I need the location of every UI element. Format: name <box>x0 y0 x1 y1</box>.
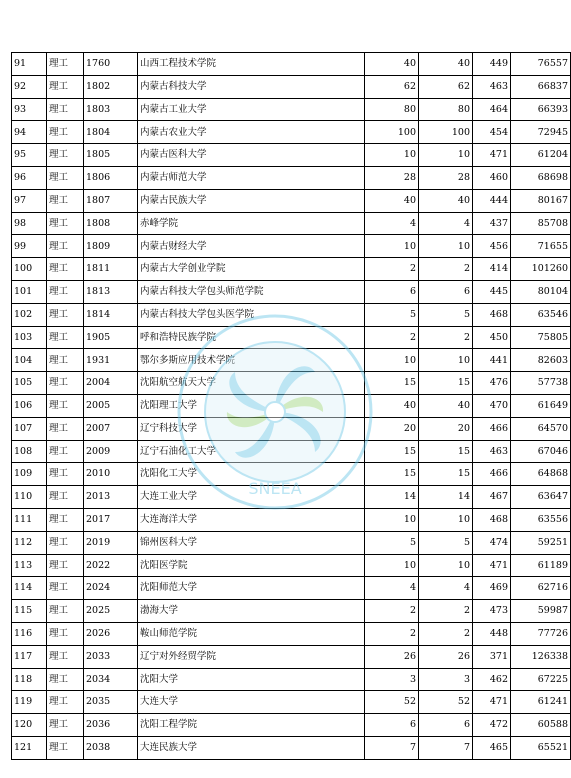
cell-min-rank: 75805 <box>511 326 571 349</box>
cell-min-rank: 63556 <box>511 508 571 531</box>
cell-school-code: 2010 <box>84 463 138 486</box>
cell-school-name: 山西工程技术学院 <box>138 53 365 76</box>
cell-min-score: 471 <box>473 691 511 714</box>
cell-school-name: 沈阳航空航天大学 <box>138 372 365 395</box>
cell-admit-count: 4 <box>419 577 473 600</box>
cell-school-name: 内蒙古财经大学 <box>138 235 365 258</box>
cell-plan-count: 4 <box>365 212 419 235</box>
cell-subject-type: 理工 <box>47 166 84 189</box>
cell-plan-count: 80 <box>365 98 419 121</box>
cell-subject-type: 理工 <box>47 144 84 167</box>
cell-school-name: 鞍山师范学院 <box>138 622 365 645</box>
cell-min-score: 414 <box>473 258 511 281</box>
cell-school-code: 1809 <box>84 235 138 258</box>
cell-plan-count: 40 <box>365 189 419 212</box>
cell-school-code: 1811 <box>84 258 138 281</box>
table-row <box>12 394 571 417</box>
cell-min-score: 460 <box>473 166 511 189</box>
cell-admit-count: 52 <box>419 691 473 714</box>
cell-school-name: 沈阳理工大学 <box>138 394 365 417</box>
cell-row-index: 121 <box>12 736 47 759</box>
cell-min-rank: 126338 <box>511 645 571 668</box>
cell-admit-count: 4 <box>419 212 473 235</box>
cell-plan-count: 52 <box>365 691 419 714</box>
cell-plan-count: 40 <box>365 53 419 76</box>
cell-plan-count: 2 <box>365 326 419 349</box>
cell-admit-count: 15 <box>419 372 473 395</box>
cell-plan-count: 5 <box>365 531 419 554</box>
cell-subject-type: 理工 <box>47 235 84 258</box>
cell-min-rank: 61649 <box>511 394 571 417</box>
cell-admit-count: 2 <box>419 258 473 281</box>
table-row <box>12 531 571 554</box>
cell-subject-type: 理工 <box>47 508 84 531</box>
cell-school-name: 大连工业大学 <box>138 486 365 509</box>
cell-school-name: 大连海洋大学 <box>138 508 365 531</box>
cell-plan-count: 2 <box>365 622 419 645</box>
table-row <box>12 508 571 531</box>
cell-row-index: 113 <box>12 554 47 577</box>
cell-school-name: 渤海大学 <box>138 600 365 623</box>
cell-row-index: 108 <box>12 440 47 463</box>
cell-admit-count: 2 <box>419 326 473 349</box>
cell-min-score: 437 <box>473 212 511 235</box>
table-row <box>12 303 571 326</box>
cell-school-code: 1813 <box>84 280 138 303</box>
cell-min-score: 471 <box>473 144 511 167</box>
table-row <box>12 417 571 440</box>
cell-subject-type: 理工 <box>47 121 84 144</box>
cell-subject-type: 理工 <box>47 417 84 440</box>
cell-school-code: 2024 <box>84 577 138 600</box>
cell-subject-type: 理工 <box>47 645 84 668</box>
cell-min-rank: 65521 <box>511 736 571 759</box>
cell-plan-count: 14 <box>365 486 419 509</box>
cell-school-code: 1802 <box>84 75 138 98</box>
cell-plan-count: 15 <box>365 440 419 463</box>
cell-admit-count: 10 <box>419 554 473 577</box>
table-row <box>12 189 571 212</box>
cell-subject-type: 理工 <box>47 258 84 281</box>
cell-admit-count: 10 <box>419 235 473 258</box>
cell-min-rank: 77726 <box>511 622 571 645</box>
table-row <box>12 349 571 372</box>
cell-min-rank: 72945 <box>511 121 571 144</box>
cell-admit-count: 10 <box>419 144 473 167</box>
cell-subject-type: 理工 <box>47 349 84 372</box>
cell-subject-type: 理工 <box>47 189 84 212</box>
cell-admit-count: 15 <box>419 440 473 463</box>
cell-school-name: 内蒙古民族大学 <box>138 189 365 212</box>
cell-school-code: 2019 <box>84 531 138 554</box>
cell-school-name: 锦州医科大学 <box>138 531 365 554</box>
cell-min-score: 469 <box>473 577 511 600</box>
cell-row-index: 114 <box>12 577 47 600</box>
cell-subject-type: 理工 <box>47 303 84 326</box>
table-row <box>12 98 571 121</box>
cell-row-index: 92 <box>12 75 47 98</box>
cell-min-rank: 66393 <box>511 98 571 121</box>
cell-plan-count: 3 <box>365 668 419 691</box>
cell-plan-count: 6 <box>365 280 419 303</box>
cell-school-code: 2038 <box>84 736 138 759</box>
cell-plan-count: 10 <box>365 235 419 258</box>
cell-school-code: 1805 <box>84 144 138 167</box>
cell-admit-count: 2 <box>419 600 473 623</box>
cell-school-name: 内蒙古科技大学 <box>138 75 365 98</box>
cell-admit-count: 6 <box>419 714 473 737</box>
cell-min-score: 450 <box>473 326 511 349</box>
cell-school-name: 内蒙古科技大学包头医学院 <box>138 303 365 326</box>
cell-plan-count: 10 <box>365 554 419 577</box>
table-row <box>12 554 571 577</box>
cell-school-code: 2033 <box>84 645 138 668</box>
cell-school-code: 2022 <box>84 554 138 577</box>
cell-school-code: 2004 <box>84 372 138 395</box>
cell-min-score: 468 <box>473 508 511 531</box>
cell-min-rank: 64868 <box>511 463 571 486</box>
cell-school-code: 2035 <box>84 691 138 714</box>
cell-plan-count: 7 <box>365 736 419 759</box>
admissions-table <box>11 52 571 760</box>
cell-row-index: 100 <box>12 258 47 281</box>
cell-admit-count: 14 <box>419 486 473 509</box>
cell-min-rank: 76557 <box>511 53 571 76</box>
cell-min-score: 441 <box>473 349 511 372</box>
cell-min-rank: 57738 <box>511 372 571 395</box>
table-row <box>12 645 571 668</box>
cell-school-name: 辽宁石油化工大学 <box>138 440 365 463</box>
table-row <box>12 121 571 144</box>
cell-min-score: 476 <box>473 372 511 395</box>
cell-admit-count: 10 <box>419 349 473 372</box>
cell-school-name: 呼和浩特民族学院 <box>138 326 365 349</box>
cell-min-rank: 59987 <box>511 600 571 623</box>
cell-school-name: 沈阳师范大学 <box>138 577 365 600</box>
cell-min-score: 371 <box>473 645 511 668</box>
table-row <box>12 668 571 691</box>
cell-min-rank: 71655 <box>511 235 571 258</box>
cell-plan-count: 40 <box>365 394 419 417</box>
cell-plan-count: 10 <box>365 349 419 372</box>
cell-subject-type: 理工 <box>47 622 84 645</box>
cell-subject-type: 理工 <box>47 75 84 98</box>
cell-row-index: 101 <box>12 280 47 303</box>
cell-school-code: 1804 <box>84 121 138 144</box>
table-row <box>12 691 571 714</box>
cell-admit-count: 5 <box>419 531 473 554</box>
cell-school-code: 2026 <box>84 622 138 645</box>
table-row <box>12 326 571 349</box>
cell-plan-count: 6 <box>365 714 419 737</box>
cell-row-index: 119 <box>12 691 47 714</box>
cell-row-index: 107 <box>12 417 47 440</box>
table-row <box>12 714 571 737</box>
cell-min-score: 470 <box>473 394 511 417</box>
cell-subject-type: 理工 <box>47 326 84 349</box>
table-row <box>12 235 571 258</box>
table-row <box>12 440 571 463</box>
table-row <box>12 622 571 645</box>
cell-admit-count: 40 <box>419 189 473 212</box>
cell-row-index: 103 <box>12 326 47 349</box>
cell-school-name: 内蒙古农业大学 <box>138 121 365 144</box>
table-row <box>12 486 571 509</box>
cell-min-rank: 80104 <box>511 280 571 303</box>
table-row <box>12 600 571 623</box>
table-row <box>12 463 571 486</box>
cell-school-code: 2036 <box>84 714 138 737</box>
table-row <box>12 280 571 303</box>
cell-admit-count: 20 <box>419 417 473 440</box>
cell-subject-type: 理工 <box>47 372 84 395</box>
cell-plan-count: 28 <box>365 166 419 189</box>
cell-min-rank: 61189 <box>511 554 571 577</box>
cell-min-score: 466 <box>473 463 511 486</box>
cell-admit-count: 40 <box>419 53 473 76</box>
cell-school-code: 1803 <box>84 98 138 121</box>
cell-row-index: 104 <box>12 349 47 372</box>
cell-school-name: 大连民族大学 <box>138 736 365 759</box>
cell-admit-count: 80 <box>419 98 473 121</box>
cell-row-index: 99 <box>12 235 47 258</box>
cell-admit-count: 2 <box>419 622 473 645</box>
table-row <box>12 736 571 759</box>
cell-subject-type: 理工 <box>47 577 84 600</box>
cell-school-name: 鄂尔多斯应用技术学院 <box>138 349 365 372</box>
cell-min-score: 468 <box>473 303 511 326</box>
cell-school-code: 1931 <box>84 349 138 372</box>
cell-min-rank: 61241 <box>511 691 571 714</box>
cell-admit-count: 5 <box>419 303 473 326</box>
cell-min-score: 463 <box>473 440 511 463</box>
cell-admit-count: 10 <box>419 508 473 531</box>
cell-subject-type: 理工 <box>47 53 84 76</box>
cell-admit-count: 3 <box>419 668 473 691</box>
cell-school-code: 1806 <box>84 166 138 189</box>
cell-admit-count: 26 <box>419 645 473 668</box>
cell-row-index: 97 <box>12 189 47 212</box>
cell-min-rank: 85708 <box>511 212 571 235</box>
cell-school-code: 1808 <box>84 212 138 235</box>
cell-school-code: 1905 <box>84 326 138 349</box>
cell-school-code: 1814 <box>84 303 138 326</box>
cell-school-code: 2005 <box>84 394 138 417</box>
cell-min-score: 465 <box>473 736 511 759</box>
cell-admit-count: 62 <box>419 75 473 98</box>
cell-school-name: 沈阳化工大学 <box>138 463 365 486</box>
table-row <box>12 212 571 235</box>
watermark-text: SNEEA <box>248 479 302 498</box>
cell-min-score: 462 <box>473 668 511 691</box>
cell-row-index: 110 <box>12 486 47 509</box>
cell-plan-count: 10 <box>365 508 419 531</box>
cell-min-rank: 67046 <box>511 440 571 463</box>
cell-min-rank: 66837 <box>511 75 571 98</box>
cell-school-code: 1807 <box>84 189 138 212</box>
cell-row-index: 94 <box>12 121 47 144</box>
cell-school-name: 沈阳医学院 <box>138 554 365 577</box>
cell-row-index: 112 <box>12 531 47 554</box>
cell-min-score: 454 <box>473 121 511 144</box>
cell-admit-count: 7 <box>419 736 473 759</box>
cell-row-index: 111 <box>12 508 47 531</box>
cell-min-score: 456 <box>473 235 511 258</box>
cell-row-index: 117 <box>12 645 47 668</box>
cell-school-name: 内蒙古工业大学 <box>138 98 365 121</box>
cell-school-name: 内蒙古大学创业学院 <box>138 258 365 281</box>
cell-min-rank: 64570 <box>511 417 571 440</box>
cell-school-code: 2025 <box>84 600 138 623</box>
cell-admit-count: 15 <box>419 463 473 486</box>
cell-min-score: 448 <box>473 622 511 645</box>
cell-row-index: 95 <box>12 144 47 167</box>
cell-admit-count: 28 <box>419 166 473 189</box>
cell-min-score: 473 <box>473 600 511 623</box>
cell-subject-type: 理工 <box>47 668 84 691</box>
cell-min-score: 467 <box>473 486 511 509</box>
cell-row-index: 102 <box>12 303 47 326</box>
cell-min-score: 464 <box>473 98 511 121</box>
cell-subject-type: 理工 <box>47 486 84 509</box>
cell-subject-type: 理工 <box>47 394 84 417</box>
cell-min-score: 472 <box>473 714 511 737</box>
cell-school-name: 辽宁对外经贸学院 <box>138 645 365 668</box>
table-row <box>12 166 571 189</box>
cell-min-score: 449 <box>473 53 511 76</box>
cell-subject-type: 理工 <box>47 691 84 714</box>
cell-row-index: 120 <box>12 714 47 737</box>
cell-school-code: 2013 <box>84 486 138 509</box>
cell-row-index: 116 <box>12 622 47 645</box>
cell-school-name: 沈阳工程学院 <box>138 714 365 737</box>
cell-min-rank: 63546 <box>511 303 571 326</box>
cell-row-index: 106 <box>12 394 47 417</box>
cell-plan-count: 62 <box>365 75 419 98</box>
cell-admit-count: 6 <box>419 280 473 303</box>
cell-school-name: 大连大学 <box>138 691 365 714</box>
table-row <box>12 75 571 98</box>
table-row <box>12 53 571 76</box>
cell-subject-type: 理工 <box>47 440 84 463</box>
cell-school-name: 内蒙古医科大学 <box>138 144 365 167</box>
cell-plan-count: 15 <box>365 463 419 486</box>
cell-min-score: 445 <box>473 280 511 303</box>
table-row <box>12 577 571 600</box>
cell-school-name: 内蒙古科技大学包头师范学院 <box>138 280 365 303</box>
admissions-table-sheet <box>11 52 568 760</box>
cell-min-score: 444 <box>473 189 511 212</box>
cell-subject-type: 理工 <box>47 98 84 121</box>
cell-min-score: 466 <box>473 417 511 440</box>
cell-admit-count: 40 <box>419 394 473 417</box>
cell-subject-type: 理工 <box>47 714 84 737</box>
cell-subject-type: 理工 <box>47 463 84 486</box>
cell-min-rank: 60588 <box>511 714 571 737</box>
cell-min-rank: 63647 <box>511 486 571 509</box>
table-row <box>12 144 571 167</box>
cell-school-name: 辽宁科技大学 <box>138 417 365 440</box>
cell-plan-count: 100 <box>365 121 419 144</box>
cell-subject-type: 理工 <box>47 212 84 235</box>
cell-subject-type: 理工 <box>47 554 84 577</box>
cell-row-index: 93 <box>12 98 47 121</box>
cell-plan-count: 10 <box>365 144 419 167</box>
cell-plan-count: 2 <box>365 600 419 623</box>
cell-min-rank: 101260 <box>511 258 571 281</box>
cell-min-score: 471 <box>473 554 511 577</box>
cell-min-rank: 68698 <box>511 166 571 189</box>
cell-min-rank: 82603 <box>511 349 571 372</box>
cell-school-code: 2009 <box>84 440 138 463</box>
cell-plan-count: 26 <box>365 645 419 668</box>
cell-plan-count: 15 <box>365 372 419 395</box>
cell-subject-type: 理工 <box>47 600 84 623</box>
cell-subject-type: 理工 <box>47 736 84 759</box>
cell-school-name: 沈阳大学 <box>138 668 365 691</box>
cell-row-index: 96 <box>12 166 47 189</box>
cell-school-code: 2007 <box>84 417 138 440</box>
cell-row-index: 105 <box>12 372 47 395</box>
table-row <box>12 372 571 395</box>
cell-row-index: 98 <box>12 212 47 235</box>
cell-plan-count: 5 <box>365 303 419 326</box>
cell-min-score: 474 <box>473 531 511 554</box>
cell-plan-count: 2 <box>365 258 419 281</box>
table-row <box>12 258 571 281</box>
cell-school-name: 赤峰学院 <box>138 212 365 235</box>
cell-school-code: 2034 <box>84 668 138 691</box>
cell-admit-count: 100 <box>419 121 473 144</box>
cell-row-index: 91 <box>12 53 47 76</box>
cell-school-code: 1760 <box>84 53 138 76</box>
table-body <box>12 53 571 760</box>
cell-min-score: 463 <box>473 75 511 98</box>
cell-min-rank: 67225 <box>511 668 571 691</box>
cell-subject-type: 理工 <box>47 531 84 554</box>
cell-row-index: 118 <box>12 668 47 691</box>
cell-row-index: 115 <box>12 600 47 623</box>
cell-min-rank: 59251 <box>511 531 571 554</box>
cell-school-code: 2017 <box>84 508 138 531</box>
cell-plan-count: 20 <box>365 417 419 440</box>
cell-subject-type: 理工 <box>47 280 84 303</box>
cell-min-rank: 61204 <box>511 144 571 167</box>
cell-row-index: 109 <box>12 463 47 486</box>
cell-min-rank: 80167 <box>511 189 571 212</box>
cell-school-name: 内蒙古师范大学 <box>138 166 365 189</box>
cell-plan-count: 4 <box>365 577 419 600</box>
cell-min-rank: 62716 <box>511 577 571 600</box>
